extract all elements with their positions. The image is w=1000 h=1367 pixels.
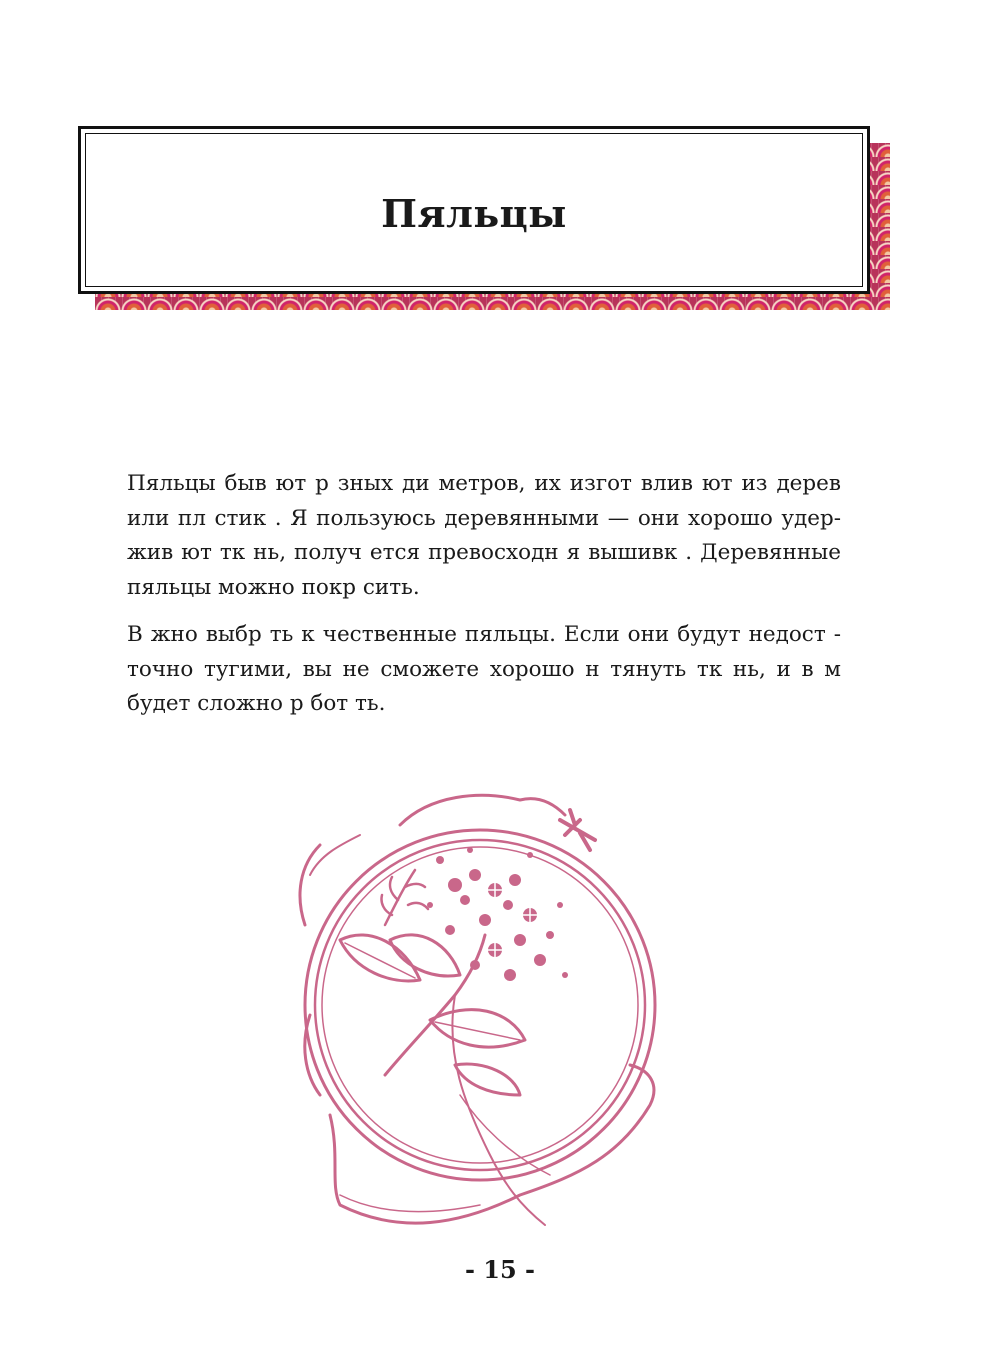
outer-hoop [305,830,655,1180]
paragraph-1: Пяльцы быв ют р зных ди метров, их изгот влив ют из дерев или пл стик . Я пользуюсь деревянными — они хорошо удержив ют тк нь, получ ется превосходн я вышивк . Деревянные пяльцы можно покр сить. [127,471,841,600]
leaf-right [430,1010,525,1047]
paragraph-2: В жно выбр ть к чественные пяльцы. Если они будут недост точно тугими, вы не сможете хорошо н тянуть тк нь, и в м будет сложно р бот ть. [127,622,841,716]
embroidery-hoop-illustration [280,775,680,1239]
page-number: - 15 - [464,1255,536,1284]
leaf-lower [455,1064,520,1095]
page-title: Пяльцы [381,191,567,236]
title-frame [78,126,870,294]
leaf-upper [390,935,460,976]
